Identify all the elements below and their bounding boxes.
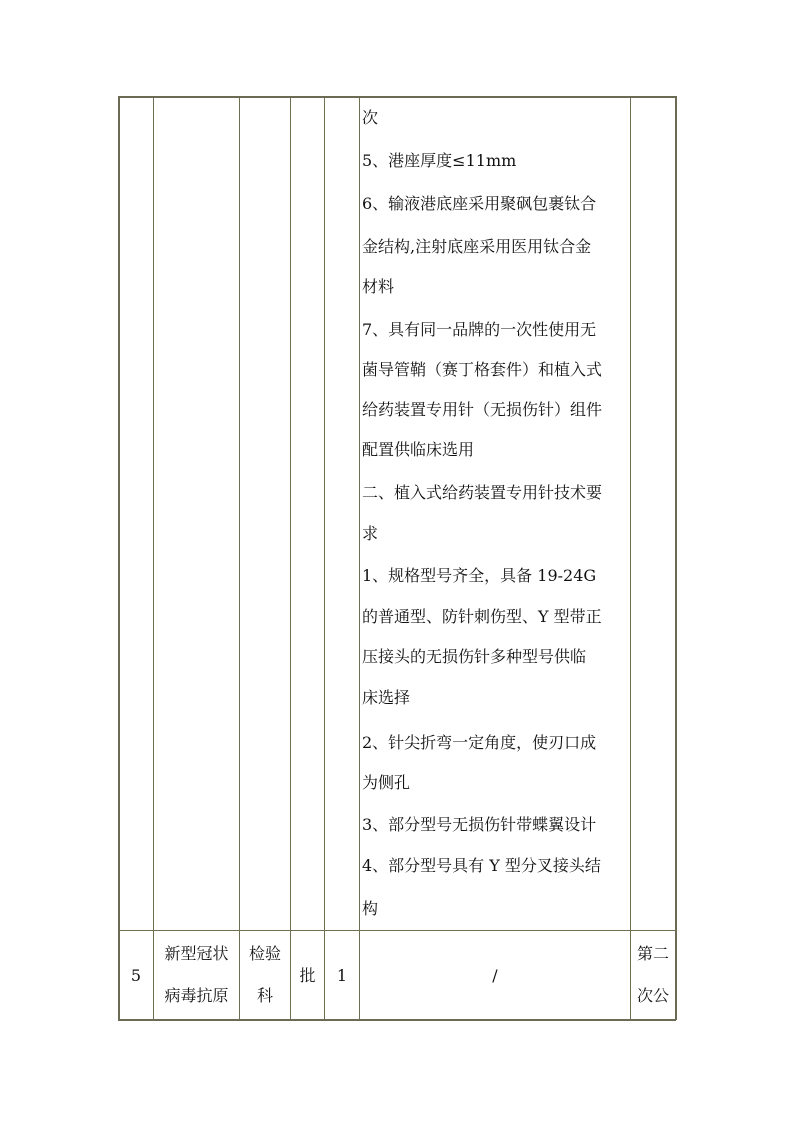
row5-index: 5: [130, 966, 142, 985]
spec-line-1: 次: [362, 108, 379, 127]
table-border-bottom: [118, 1019, 676, 1021]
column-divider-4: [324, 96, 325, 1020]
row5-unit: 批: [299, 966, 316, 985]
spec-line-11: 求: [362, 524, 379, 543]
spec-line-6: 7、具有同一品牌的一次性使用无: [362, 320, 597, 339]
spec-line-15: 床选择: [362, 688, 411, 707]
spec-line-13: 的普通型、防针刺伤型、Y 型带正: [362, 607, 602, 626]
row5-dept-line1: 检验: [248, 944, 281, 963]
spec-line-9: 配置供临床选用: [362, 440, 475, 459]
row-divider: [118, 930, 676, 931]
column-divider-3: [290, 96, 291, 1020]
spec-line-20: 构: [362, 899, 379, 918]
spec-line-5: 材料: [362, 277, 395, 296]
spec-line-3: 6、输液港底座采用聚砜包裹钛合: [362, 194, 597, 213]
table-border-right: [675, 96, 677, 1020]
row5-name-line1: 新型冠状: [164, 944, 229, 963]
spec-line-18: 3、部分型号无损伤针带蝶翼设计: [362, 815, 597, 834]
spec-line-12: 1、规格型号齐全，具备 19-24G: [362, 566, 597, 585]
column-divider-6: [630, 96, 631, 1020]
row5-spec: /: [492, 966, 498, 985]
spec-line-4: 金结构,注射底座采用医用钛合金: [362, 237, 592, 256]
row5-dept-line2: 科: [256, 986, 273, 1005]
spec-line-17: 为侧孔: [362, 773, 411, 792]
row5-note-line2: 次公: [636, 986, 669, 1005]
spec-line-19: 4、部分型号具有 Y 型分叉接头结: [362, 856, 601, 875]
row5-name-line2: 病毒抗原: [164, 986, 229, 1005]
column-divider-1: [153, 96, 154, 1020]
spec-line-10: 二、植入式给药装置专用针技术要: [362, 483, 603, 502]
spec-line-2: 5、港座厚度≤11mm: [362, 151, 517, 170]
row5-note-line1: 第二: [636, 944, 669, 963]
column-divider-5: [359, 96, 360, 1020]
spec-line-16: 2、针尖折弯一定角度，使刃口成: [362, 733, 597, 752]
spec-line-7: 菌导管鞘（赛丁格套件）和植入式: [362, 360, 603, 379]
spec-line-8: 给药装置专用针（无损伤针）组件: [362, 400, 603, 419]
spec-line-14: 压接头的无损伤针多种型号供临: [362, 647, 587, 666]
row5-quantity: 1: [336, 966, 348, 985]
table-border-left: [118, 96, 120, 1020]
column-divider-2: [239, 96, 240, 1020]
table-border-top: [118, 96, 676, 98]
